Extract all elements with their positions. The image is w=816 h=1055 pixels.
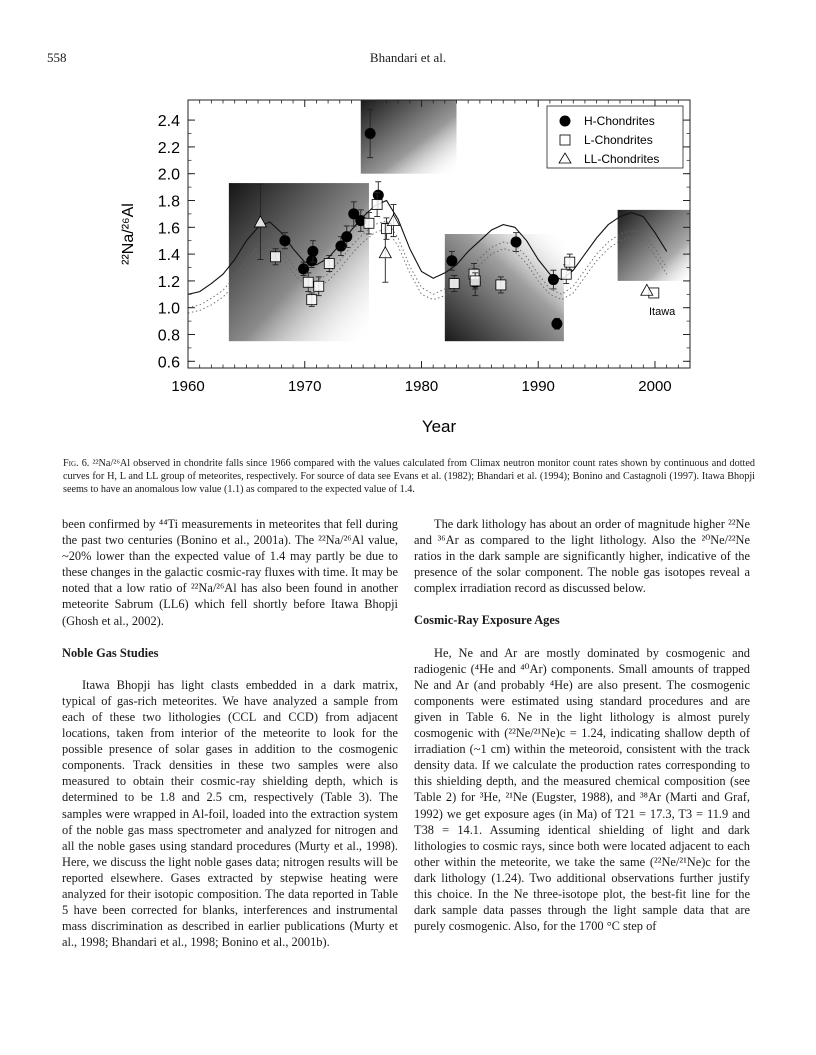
x-tick-label: 1970 bbox=[288, 378, 322, 395]
legend-label-h: H-Chondrites bbox=[584, 114, 655, 128]
left-column bbox=[62, 516, 398, 950]
chart-svg bbox=[100, 92, 720, 442]
legend bbox=[547, 106, 683, 168]
heading-noble-gas: Noble Gas Studies bbox=[62, 645, 159, 660]
x-tick-label: 2000 bbox=[638, 378, 672, 395]
right-paragraph-1: The dark lithology has about an order of magnitude higher ²²Ne and ³⁶Ar as compared to the light lithology. Also the ²⁰Ne/²²Ne ratios in the dark sample are significantly higher, indicative of the presence of the solar component. The noble gas isotopes reveal a complex irradiation record as discussed below. bbox=[414, 517, 750, 596]
point-h-chondrite bbox=[279, 235, 290, 246]
point-l-chondrite bbox=[470, 276, 480, 286]
point-ll-chondrite bbox=[387, 215, 399, 226]
y-axis-label: ²²Na/²⁶Al bbox=[120, 203, 137, 265]
point-h-chondrite bbox=[365, 128, 376, 139]
figure-caption bbox=[63, 457, 755, 497]
point-h-chondrite bbox=[307, 246, 318, 257]
point-l-chondrite bbox=[303, 277, 313, 287]
point-h-chondrite bbox=[548, 274, 559, 285]
point-l-chondrite bbox=[565, 257, 575, 267]
right-paragraph-2: He, Ne and Ar are mostly dominated by cosmogenic and radiogenic (⁴He and ⁴⁰Ar) components. Small amounts of trapped Ne and Ar (and probably ⁴He) are also present. The cosmogenic components were estimated using standard procedures and are given in Table 6. Ne in the light lithology is almost purely cosmogenic with (²²Ne/²¹Ne)c = 1.24, indicating shallow depth of irradiation (~1 cm) within the meteoroid, consistent with the track density data. If we calculate the production rates corresponding to this shielding depth, and the measured chemical composition (see Table 2) for ³He, ²¹Ne (Eugster, 1988), and ³⁸Ar (Marti and Graf, 1992) we get exposure ages (in Ma) of T21 = 17.3, T3 = 11.9 and T38 = 14.1. Assuming identical shielding of light and dark lithologies to cosmic rays, since both were located adjacent to each other within the meteorite, we take the same (²²Ne/²¹Ne)c for the dark lithology (1.24). Two additional observations further justify this choice. In the Ne three-isotope plot, the best-fit line for the dark sample data passes through the light sample data that are purely cosmogenic. Also, for the 1700 °C step of bbox=[414, 645, 750, 934]
running-head: Bhandari et al. bbox=[369, 50, 447, 65]
shaded-region bbox=[229, 183, 369, 341]
point-h-chondrite bbox=[511, 237, 522, 248]
itawa-annotation: Itawa bbox=[649, 306, 676, 318]
page-number: 558 bbox=[47, 50, 67, 65]
y-tick-label: 0.6 bbox=[157, 354, 180, 372]
legend-label-l: L-Chondrites bbox=[584, 133, 653, 147]
point-l-chondrite bbox=[561, 269, 571, 279]
x-tick-label: 1990 bbox=[521, 378, 555, 395]
point-l-chondrite bbox=[372, 200, 382, 210]
point-h-chondrite bbox=[306, 255, 317, 266]
point-h-chondrite bbox=[446, 255, 457, 266]
point-h-chondrite bbox=[335, 241, 346, 252]
y-tick-label: 1.6 bbox=[157, 220, 180, 238]
y-tick-label: 2.4 bbox=[157, 113, 180, 131]
shaded-region bbox=[361, 100, 457, 174]
y-tick-label: 2.2 bbox=[157, 139, 180, 157]
y-tick-label: 1.4 bbox=[157, 247, 180, 265]
point-l-chondrite bbox=[324, 258, 334, 268]
y-tick-label: 1.2 bbox=[157, 273, 180, 291]
left-paragraph-2: Itawa Bhopji has light clasts embedded in a dark matrix, typical of gas-rich meteorites. We have analyzed a sample from each of these two lithologies (CCL and CCD) from adjacent locations, taken from interior of the meteorite to look for the possible presence of solar gases in addition to the cosmogenic components. Track densities in these two samples were also measured to obtain their cosmic-ray shielding depth, which is determined to be 1.8 and 2.5 cm, respectively (Table 3). The samples were wrapped in Al-foil, loaded into the extraction system of the noble gas mass spectrometer and analyzed for nitrogen and all the noble gases using standard procedures (Murty et al., 1998). Here, we discuss the light noble gases data; nitrogen results will be reported elsewhere. Gases extracted by stepwise heating were analyzed for their isotopic composition. The data reported in Table 5 have been corrected for blanks, interferences and instrumental mass discrimination as described in earlier publications (Murty et al., 1998; Bhandari et al., 1998; Bonino et al., 2001b). bbox=[62, 677, 398, 950]
x-axis-label: Year bbox=[421, 417, 457, 436]
point-l-chondrite bbox=[496, 280, 506, 290]
point-h-chondrite bbox=[551, 318, 562, 329]
y-tick-label: 1.0 bbox=[157, 300, 180, 318]
y-tick-label: 0.8 bbox=[157, 327, 180, 345]
left-paragraph-1: been confirmed by ⁴⁴Ti measurements in meteorites that fell during the past two centuries (Bonino et al., 2001a). The ²²Na/²⁶Al value, ~20% lower than the expected value of 1.4 may partly be due to these changes in the galactic cosmic-ray fluxes with time. It may be noted that a low ratio of ²²Na/²⁶Al has also been found in another meteorite Sabrum (LL6) which fell shortly before Itawa Bhopji (Ghosh et al., 2002). bbox=[62, 517, 398, 628]
point-h-chondrite bbox=[373, 190, 384, 201]
legend-marker-l bbox=[560, 135, 570, 145]
figure-chart bbox=[100, 92, 720, 442]
point-l-chondrite bbox=[271, 252, 281, 262]
y-tick-label: 2.0 bbox=[157, 166, 180, 184]
heading-exposure-ages: Cosmic-Ray Exposure Ages bbox=[414, 613, 560, 628]
x-tick-label: 1980 bbox=[404, 378, 439, 395]
y-tick-label: 1.8 bbox=[157, 193, 180, 211]
right-column bbox=[414, 516, 750, 934]
legend-label-ll: LL-Chondrites bbox=[584, 152, 660, 166]
legend-marker-h bbox=[560, 116, 571, 127]
point-l-chondrite bbox=[307, 295, 317, 305]
point-h-chondrite bbox=[341, 231, 352, 242]
caption-text: ²²Na/²⁶Al observed in chondrite falls since 1966 compared with the values calculated from Climax neutron monitor count rates shown by continuous and dotted curves for H, L and LL group of meteorites, respectively. For source of data see Evans et al. (1982); Bhandari et al. (1994); Bonino and Castagnoli (1997). Itawa Bhopji seems to have an anomalous low value (1.1) as compared to the expected value of 1.4. bbox=[63, 458, 755, 496]
caption-label: Fig. 6. bbox=[63, 458, 90, 469]
shaded-region bbox=[618, 210, 690, 281]
point-ll-chondrite bbox=[379, 247, 391, 258]
point-l-chondrite bbox=[364, 218, 374, 228]
point-l-chondrite bbox=[314, 281, 324, 291]
point-l-chondrite bbox=[449, 279, 459, 289]
x-tick-label: 1960 bbox=[171, 378, 205, 395]
